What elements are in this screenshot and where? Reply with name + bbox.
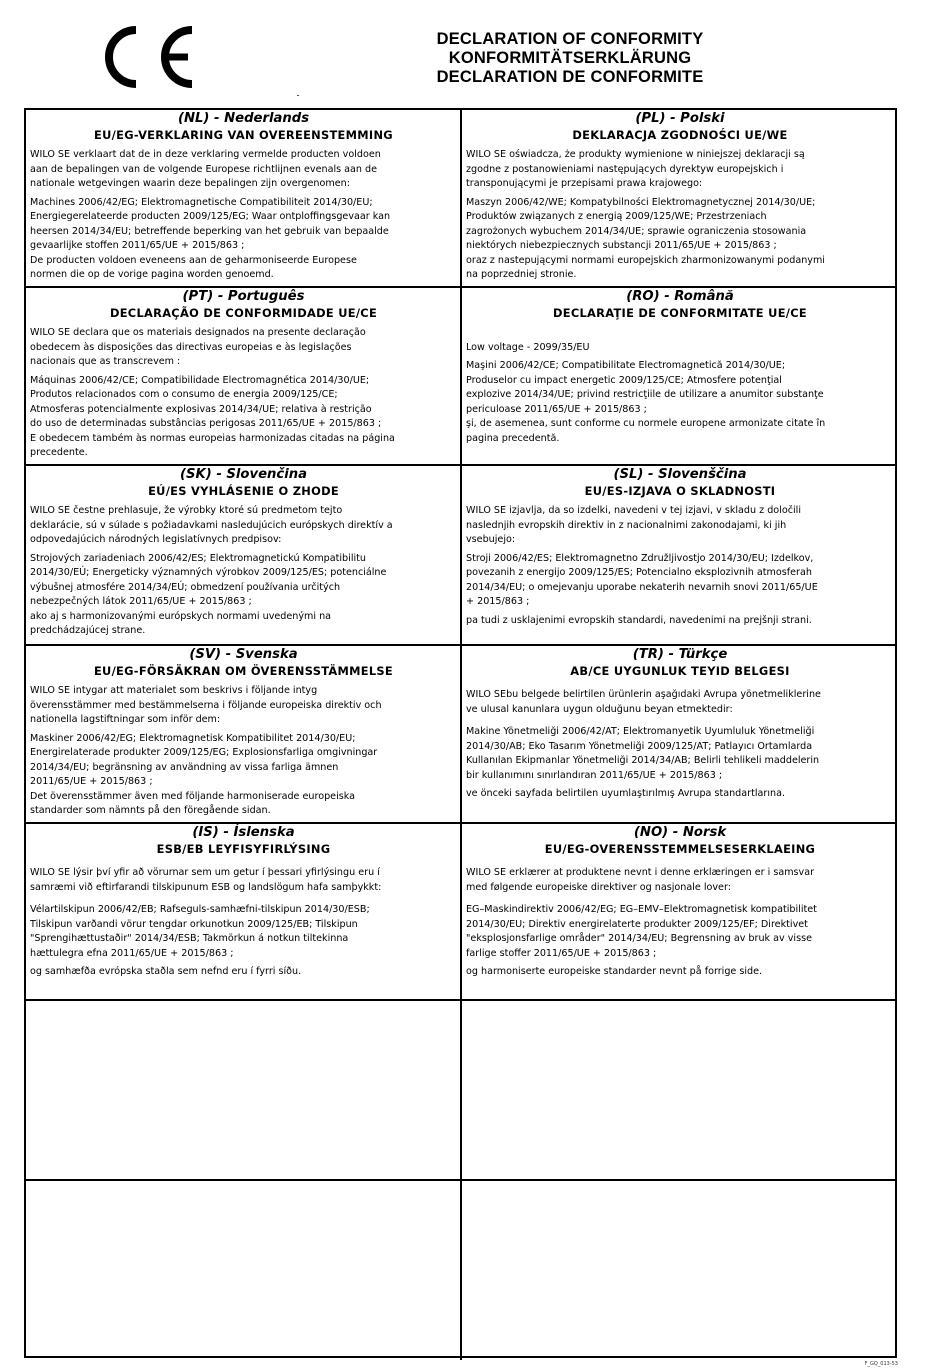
language-heading: (RO) - Română	[626, 289, 734, 304]
section-sl	[462, 466, 897, 646]
intro-text: WILO SE verklaart dat de in deze verklaring vermelde producten voldoen aan de bepalingen van de volgende Europese richtlijnen evenals aan de nationale wetgevingen waarin deze bepalingen zijn overgenomen:	[30, 149, 381, 189]
directives-text: Maşini 2006/42/CE; Compatibilitate Electromagnetică 2014/30/UE; Produselor cu impact energetic 2009/125/CE; Atmosfere potenţial explozive 2014/34/UE; privind restricţiile de utilizare a anumitor substanţe periculoase 2011/65/UE + 2015/863 ;	[466, 360, 824, 415]
header-title-en: DECLARATION OF CONFORMITY	[436, 30, 704, 48]
closing-text: Det överensstämmer även med följande harmoniserade europeiska standarder som nämnts på den föregående sidan.	[30, 790, 356, 816]
directives-text: Stroji 2006/42/ES; Elektromagnetno Združljivostjo 2014/30/EU; Izdelkov, povezanih z energijo 2009/125/ES; Potencialno eksplozivnih atmosferah 2014/34/EU; o omejevanju uporabe nekaterih nevarnih snovi 2011/65/UE + 2015/863 ;	[466, 552, 818, 607]
directives-text: Máquinas 2006/42/CE; Compatibilidade Electromagnética 2014/30/UE; Produtos relacionados com o consumo de energia 2009/125/CE; Atmosferas potencialmente explosivas 2014/34/UE; relativa à restrição do uso de determinadas substâncias perigosas 2011/65/UE + 2015/863 ;	[30, 374, 382, 429]
form-code: F_GQ_013-53	[864, 1361, 898, 1367]
declaration-title: EU/EG-OVERENSSTEMMELSESERKLAEING	[544, 842, 816, 856]
language-heading: (NO) - Norsk	[633, 825, 727, 840]
intro-text: WILO SE čestne prehlasuje, že výrobky ktoré sú predmetom tejto deklarácie, sú v súlade s požiadavkami nasledujúcich európskych direktív a odpovedajúcich národných legislatívnych predpisov:	[30, 505, 393, 545]
header-title-fr: DECLARATION DE CONFORMITE	[436, 68, 704, 86]
closing-text: E obedecem também às normas europeias harmonizadas citadas na página precedente.	[30, 432, 395, 458]
closing-text: og harmoniserte europeiske standarder nevnt på forrige side.	[466, 966, 763, 977]
declaration-title: ESB/EB LEYFISYFIRLÝSING	[156, 842, 331, 856]
declaration-title: DECLARAÇÃO DE CONFORMIDADE UE/CE	[109, 306, 378, 320]
language-heading: (IS) - Íslenska	[192, 825, 295, 840]
header-title-de: KONFORMITÄTSERKLÄRUNG	[448, 49, 692, 67]
section-nl	[26, 110, 462, 288]
language-heading: (SK) - Slovenčina	[179, 467, 308, 482]
scan-speck	[297, 95, 299, 96]
declaration-grid	[24, 108, 897, 1358]
closing-text: şi, de asemenea, sunt conforme cu normele europene armonizate citate în pagina precedentă.	[466, 418, 826, 444]
directives-text: Makine Yönetmeliği 2006/42/AT; Elektromanyetik Uyumluluk Yönetmeliği 2014/30/AB; Eko Tasarım Yönetmeliği 2009/125/AT; Patlayıcı Ortamlarda Kullanılan Ekipmanlar Yönetmeliği 2014/34/AB; Belirli tehlikeli maddelerin bir kullanımını sınırlandıran 2011/65/UE + 2015/863 ;	[466, 726, 820, 781]
declaration-title: AB/CE UYGUNLUK TEYID BELGESI	[570, 664, 790, 678]
closing-text: og samhæfða evrópska staðla sem nefnd eru í fyrri síðu.	[30, 966, 302, 977]
intro-text: WILO SE declara que os materiais designados na presente declaração obedecem às disposições das directivas europeias e às legislações nacionais que as transcrevem :	[30, 327, 366, 367]
intro-text: WILO SE lýsir því yfir að vörurnar sem um getur í þessari yfirlýsingu eru í samræmi við eftirfarandi tilskipunum ESB og landslögum hafa samþykkt:	[30, 867, 382, 893]
section-pt	[26, 288, 462, 466]
empty-cell	[26, 1001, 462, 1181]
directives-text: EG–Maskindirektiv 2006/42/EG; EG–EMV–Elektromagnetisk kompatibilitet 2014/30/EU; Direktiv energirelaterte produkter 2009/125/EF; Direktivet "eksplosjonsfarlige områder" 2014/34/EU; Begrensning av bruk av visse farlige stoffer 2011/65/UE + 2015/863 ;	[466, 904, 817, 959]
language-heading: (PT) - Português	[182, 289, 305, 304]
intro-text: Low voltage - 2099/35/EU	[466, 341, 590, 353]
section-pl	[462, 110, 897, 288]
declaration-title: EU/EG-FÖRSÄKRAN OM ÖVERENSSTÄMMELSE	[93, 664, 394, 678]
section-no	[462, 824, 897, 1001]
closing-text: ako aj s harmonizovanými európskych normami uvedenými na predchádzajúcej strane.	[30, 610, 332, 636]
empty-cell	[26, 1181, 462, 1360]
directives-text: Strojových zariadeniach 2006/42/ES; Elektromagnetickú Kompatibilitu 2014/30/EÚ; Energeticky významných výrobkov 2009/125/ES; potenciálne výbušnej atmosfére 2014/34/EÚ; obmedzení používania určitých nebezpečných látok 2011/65/UE + 2015/863 ;	[30, 552, 387, 607]
closing-text: oraz z nastepującymi normami europejskich zharmonizowanymi podanymi na poprzedniej stronie.	[466, 254, 825, 280]
section-tr	[462, 646, 897, 824]
empty-cell	[462, 1181, 897, 1360]
declaration-title: DEKLARACJA ZGODNOŚCI UE/WE	[572, 128, 788, 142]
directives-text: Maszyn 2006/42/WE; Kompatybilności Elektromagnetycznej 2014/30/UE; Produktów związanych z energią 2009/125/WE; Przestrzeniach zagrożonych wybuchem 2014/34/UE; sprawie ograniczenia stosowania niektórych niebezpiecznych substancji 2011/65/UE + 2015/863 ;	[466, 196, 816, 251]
section-sv	[26, 646, 462, 824]
declaration-title: DECLARAŢIE DE CONFORMITATE UE/CE	[553, 306, 807, 320]
closing-text: ve önceki sayfada belirtilen uyumlaştırılmış Avrupa standartlarına.	[466, 788, 786, 799]
closing-text: De producten voldoen eveneens aan de geharmoniseerde Europese normen die op de vorige pagina worden genoemd.	[30, 254, 357, 280]
intro-text: WILO SEbu belgede belirtilen ürünlerin aşağıdaki Avrupa yönetmeliklerine ve ulusal kanunlara uygun olduğunu beyan etmektedir:	[466, 689, 821, 715]
empty-cell	[462, 1001, 897, 1181]
directives-text: Vélartilskipun 2006/42/EB; Rafseguls-samhæfni-tilskipun 2014/30/ESB; Tilskipun varðandi vörur tengdar orkunotkun 2009/125/EB; Tilskipun "Sprengihættustaðir" 2014/34/ESB; Takmörkun á notkun tiltekinna hættulegra efna 2011/65/UE + 2015/863 ;	[30, 904, 370, 959]
ce-mark-logo	[92, 22, 202, 92]
language-heading: (PL) - Polski	[635, 111, 725, 126]
section-is	[26, 824, 462, 1001]
intro-text: WILO SE izjavlja, da so izdelki, navedeni v tej izjavi, v skladu z določili naslednjih evropskih direktiv in z nacionalnimi zakonodajami, ki jih vsebujejo:	[466, 505, 801, 545]
declaration-title: EU/EG-VERKLARING VAN OVEREENSTEMMING	[94, 128, 393, 142]
directives-text: Machines 2006/42/EG; Elektromagnetische Compatibiliteit 2014/30/EU; Energiegerelateerde producten 2009/125/EG; Waar ontploffingsgevaar kan heersen 2014/34/EU; betreffende beperking van het gebruik van bepaalde gevaarlijke stoffen 2011/65/UE + 2015/863 ;	[30, 196, 391, 251]
section-ro	[462, 288, 897, 466]
intro-text: WILO SE intygar att materialet som beskrivs i följande intyg överensstämmer med bestämmelserna i följande europeiska direktiv och nationella lagstiftningar som inför dem:	[30, 685, 382, 725]
closing-text: pa tudi z usklajenimi evropskih standardi, navedenimi na prejšnji strani.	[466, 614, 812, 626]
declaration-title: EÚ/ES VYHLÁSENIE O ZHODE	[148, 484, 339, 498]
directives-text: Maskiner 2006/42/EG; Elektromagnetisk Kompatibilitet 2014/30/EU; Energirelaterade produkter 2009/125/EG; Explosionsfarliga omgivningar 2014/34/EU; begränsning av användning av vissa farliga ämnen 2011/65/UE + 2015/863 ;	[30, 732, 378, 787]
intro-text: WILO SE oświadcza, że produkty wymienione w niniejszej deklaracji są zgodne z postanowieniami następujących dyrektyw europejskich i transponującymi je przepisami prawa krajowego:	[466, 149, 805, 189]
language-heading: (SL) - Slovenščina	[613, 467, 747, 482]
declaration-title: EU/ES-IZJAVA O SKLADNOSTI	[584, 484, 776, 498]
language-heading: (TR) - Türkçe	[632, 647, 728, 662]
language-heading: (NL) - Nederlands	[177, 111, 310, 126]
intro-text: WILO SE erklærer at produktene nevnt i denne erklæringen er i samsvar med følgende europeiske direktiver og nasjonale lover:	[466, 867, 815, 893]
section-sk	[26, 466, 462, 646]
document-header	[360, 30, 780, 87]
language-heading: (SV) - Svenska	[189, 647, 298, 662]
